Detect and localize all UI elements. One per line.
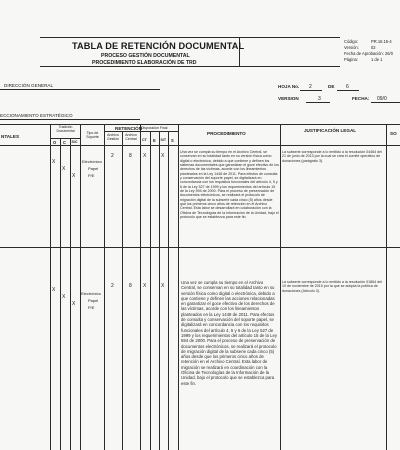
approval-value: 26/0 — [385, 51, 393, 56]
version-info-value: 3 — [318, 96, 321, 102]
row1-soporte-electronico: Electrónico — [82, 159, 102, 164]
col-line-2 — [60, 138, 61, 450]
col-line-10 — [168, 131, 169, 450]
row2-justificacion-text: La subserie corresponde a lo emitido a la resolución 01864 del 10 de noviembre de 2015 por la que se adopta la política de donaciones (Artículo 3). — [282, 280, 382, 293]
row2-original-mark: X — [52, 287, 56, 293]
tradicion-o-header: O — [53, 140, 57, 145]
row1-st-mark: X — [161, 153, 165, 159]
row1-central-years: 8 — [129, 153, 132, 159]
fecha-label: FECHA: — [352, 96, 370, 101]
archivo-gestion-header: Archivo Gestión — [106, 133, 120, 142]
col-line-6 — [122, 131, 123, 450]
code-label: Código: — [344, 39, 359, 44]
disposicion-header: Disposición Final — [141, 126, 168, 130]
fecha-underline — [371, 102, 400, 103]
procedimiento-column-header: PROCEDIMIENTO — [207, 131, 246, 136]
row1-sc-mark: X — [72, 173, 76, 179]
row2-central-years: 8 — [129, 283, 132, 289]
de-value: 6 — [346, 84, 349, 90]
row1-soporte-pe: P/E — [88, 173, 95, 178]
tradicion-column-header: Tradición Documental — [56, 125, 75, 133]
header-top-border — [40, 37, 340, 38]
disposition-e-header: E — [153, 138, 156, 143]
row2-soporte-electronico: Electrónico — [81, 291, 101, 296]
row2-st-mark: X — [161, 283, 165, 289]
version-value: 02 — [371, 45, 376, 50]
col-line-5 — [104, 124, 105, 450]
process-label: ECCIONAMIENTO ESTRATÉGICO — [0, 113, 73, 118]
disposition-ct-header: CT — [142, 138, 147, 142]
dependency-label: DIRECCIÓN GENERAL — [4, 83, 54, 88]
fecha-value: 09/0 — [377, 96, 387, 102]
code-value: PR.16.15-4 — [371, 39, 392, 44]
row1-procedimiento-text: Una vez se cumpla su tiempo en el Archivo Central, se conservan en su totalidad tanto en su versión física como digital o electrónica, debido a que contiene y definen los sistemas documentales que garantizan el goce efectivo de los derechos de las víctimas, acorde con los lineamientos planteados en la Ley 1448 de 2011. Para efectos de consulta y conservación del soporte papel, se digitalizará en concordancia con los requisitos funcionales del artículo 4, 5 y 6 de la Ley 527 de 1999 y los requerimientos del artículo 15 de la Ley 594 de 2000. Para el proceso de preservación de documentos electrónicos, se realizará el protocolo de migración digital de la subserie cada cinco (5) años desde que los primeros cinco años de retención en el Archivo Central. Esta labor se desarrollará en colaboración con la Oficina de Tecnologías de la Información de la Unidad, bajo el protocolo que se establezca para este fin. — [180, 150, 279, 220]
retencion-subheader-line — [104, 131, 178, 132]
row1-copy-mark: X — [62, 166, 66, 172]
col-line-7 — [140, 124, 141, 450]
document-subtitle-process: PROCESO GESTIÓN DOCUMENTAL — [101, 53, 190, 59]
hoja-value: 2 — [309, 84, 312, 90]
document-title: TABLA DE RETENCIÓN DOCUMENTAL — [72, 41, 245, 51]
col-line-8 — [150, 131, 151, 450]
col-line-4 — [80, 124, 81, 450]
page-value: 1 de 1 — [371, 57, 383, 62]
col-line-11 — [178, 124, 179, 450]
series-column-header: NTALES — [1, 134, 20, 139]
process-underline — [0, 119, 140, 120]
retencion-column-header: RETENCIÓN — [115, 125, 143, 131]
approval-label: Fecha de Aprobación: — [344, 51, 384, 56]
extra-column-header: SO — [390, 131, 397, 136]
row1-justificacion-text: La subserie corresponde a lo emitido a la resolución 04464 del 21 de junio de 2013 por la cual se crea el comité operativo de donaciones (parágrafo 3). — [282, 150, 382, 163]
de-label: DE — [328, 84, 335, 89]
de-underline — [337, 90, 359, 91]
dependency-underline — [0, 89, 160, 90]
row2-gestion-years: 2 — [111, 283, 114, 289]
row2-copy-mark: X — [62, 294, 66, 300]
disposition-s-header: S — [171, 138, 174, 143]
tradicion-c-header: C — [63, 140, 66, 145]
archivo-central-header: Archivo Central — [125, 133, 137, 142]
row1-gestion-years: 2 — [111, 153, 114, 159]
col-line-1 — [50, 124, 51, 450]
row1-original-mark: X — [52, 159, 56, 165]
row2-ct-mark: X — [143, 283, 147, 289]
version-label: Versión: — [344, 45, 359, 50]
hoja-underline — [300, 90, 322, 91]
row2-sc-mark: X — [72, 301, 76, 307]
row1-soporte-papel: Papel — [88, 166, 99, 171]
tradicion-subheader-line — [50, 138, 80, 139]
header-bottom-border — [40, 66, 340, 67]
page-label: Página: — [344, 57, 358, 62]
justificacion-column-header: JUSTIFICACIÓN LEGAL — [304, 128, 357, 133]
version-info-label: VERSION — [278, 96, 299, 101]
row2-procedimiento-text: Una vez se cumpla su tiempo en el Archivo Central, se conservan en su totalidad tanto en su versión física como digital o electrónica, debido a que contiene y definen las acciones relacionadas en garantizar el goce efectivo de los derechos de las víctimas, acorde con los lineamientos planteados en la Ley 1448 de 2011. Para efectos de consulta y conservación del soporte papel, se digitalizará en concordancia con los requisitos funcionales del artículo 4, 5 y 6 de la Ley 527 de 1999 y los requerimientos del artículo 15 de la Ley 594 de 2000. Para el proceso de preservación de documentos electrónicos, se realizará el protocolo de migración digital de la subserie cada cinco (5) años desde que los primeros cinco años de retención en el Archivo Central. Esta labor de migración se realizará en coordinación con la Oficina de Tecnologías de la Información de la Unidad, bajo el protocolo que se establezca para este fin. — [181, 280, 278, 386]
version-info-underline — [306, 102, 330, 103]
col-line-12 — [280, 124, 281, 450]
hoja-label: HOJA No. — [278, 84, 300, 89]
col-line-9 — [159, 131, 160, 450]
document-subtitle-procedure: PROCEDIMIENTO ELABORACIÓN DE TRD — [92, 59, 197, 66]
col-line-13 — [386, 124, 387, 450]
row2-soporte-papel: Papel — [88, 298, 99, 303]
tradicion-sc-header: S/C — [71, 140, 78, 144]
row1-ct-mark: X — [143, 153, 147, 159]
row2-soporte-pe: P/E — [88, 305, 95, 310]
soporte-column-header: Tipo de Soporte — [86, 131, 99, 140]
disposition-st-header: S/T — [160, 138, 167, 142]
col-line-3 — [70, 138, 71, 450]
